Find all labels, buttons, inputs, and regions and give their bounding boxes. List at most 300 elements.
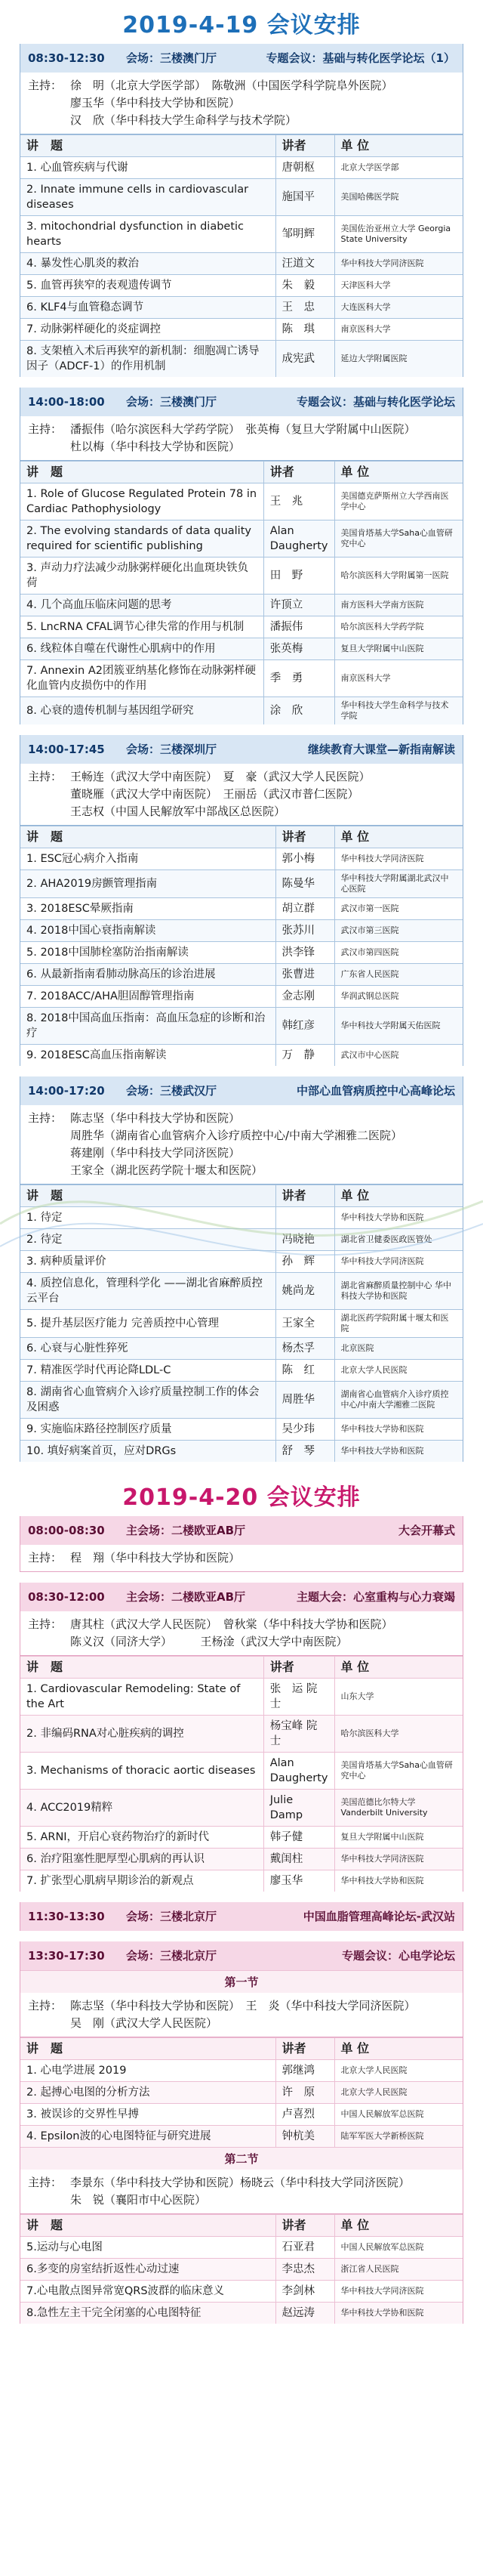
talk-unit: 大连医科大学 [334, 297, 463, 319]
talk-unit: 北京大学人民医院 [334, 2060, 463, 2082]
session-time: 08:30-12:30 [28, 51, 105, 65]
host-line: 王畅连（武汉大学中南医院） 夏 豪（武汉大学人民医院） [70, 770, 371, 783]
talk-unit: 天津医科大学 [334, 275, 463, 297]
hosts-label: 主持： [28, 79, 63, 92]
talk-unit: 复旦大学附属中山医院 [334, 638, 463, 660]
table-row [20, 1849, 463, 1870]
talk-speaker: 田 野 [263, 558, 334, 595]
host-line: 廖玉华（华中科技大学协和医院） [70, 96, 241, 110]
table-row [20, 2259, 463, 2281]
day2-title: 2019-4-20 会议安排 [122, 1484, 361, 1511]
table-row [20, 1870, 463, 1892]
talk-speaker: 舒 琴 [275, 1441, 334, 1463]
hosts-label: 主持： [28, 422, 63, 436]
session-hosts [20, 1545, 463, 1572]
table-header [20, 135, 463, 157]
talk-speaker: 钟杭美 [275, 2126, 334, 2148]
table-row [20, 595, 463, 616]
talk-speaker: 王 兆 [263, 483, 334, 520]
talk-unit: 华中科技大学同济医院 [334, 1849, 463, 1870]
talk-speaker: 涂 欣 [263, 697, 334, 725]
talk-unit: 华中科技大学同济医院 [334, 253, 463, 275]
host-line: 陈志坚（华中科技大学协和医院） [70, 1111, 241, 1125]
talk-title: 8. 支架植入术后再狭窄的新机制：细胞凋亡诱导因子（ADCF-1）的作用机制 [20, 341, 275, 378]
table-row [20, 275, 463, 297]
table-row [20, 253, 463, 275]
table-row [20, 920, 463, 942]
col-topic: 讲 题 [20, 2215, 275, 2237]
talk-title: 4. 质控信息化，管理科学化 ——湖北省麻醉质控云平台 [20, 1273, 275, 1310]
table-row [20, 1679, 463, 1716]
talk-table [20, 1185, 463, 1462]
table-row [20, 2237, 463, 2259]
talk-speaker: 陈曼华 [275, 870, 334, 898]
talk-speaker: 朱 毅 [275, 275, 334, 297]
col-unit: 单 位 [334, 462, 463, 483]
session-topic: 专题会议：基础与转化医学论坛 [296, 395, 455, 409]
table-row [20, 1441, 463, 1463]
talk-title: 8.急性左主干完全闭塞的心电图特征 [20, 2303, 275, 2324]
host-line: 李景东（华中科技大学协和医院）杨晓云（华中科技大学同济医院） [70, 2176, 411, 2189]
host-line: 吴 刚（武汉大学人民医院） [70, 2016, 218, 2030]
talk-unit: 北京大学人民医院 [334, 1360, 463, 1382]
session-venue: 主会场：二楼欧亚AB厅 [126, 1524, 246, 1537]
talk-title: 1. 待定 [20, 1207, 275, 1229]
host-line: 陈志坚（华中科技大学协和医院） 王 炎（华中科技大学同济医院） [70, 1999, 416, 2012]
col-unit: 单 位 [334, 135, 463, 157]
talk-title: 4. Epsilon波的心电图特征与研究进展 [20, 2126, 275, 2148]
table-row [20, 1008, 463, 1045]
col-unit: 单 位 [334, 826, 463, 848]
talk-speaker: 李剑林 [275, 2281, 334, 2303]
talk-speaker: 施国平 [275, 179, 334, 216]
session-hosts [20, 2170, 463, 2214]
table-header [20, 1657, 463, 1679]
talk-speaker [275, 1207, 334, 1229]
talk-speaker: 季 勇 [263, 660, 334, 697]
table-row [20, 697, 463, 725]
talk-speaker: 唐朝枢 [275, 157, 334, 179]
talk-unit: 美国佐治亚州立大学 Georgia State University [334, 216, 463, 253]
talk-title: 1. Cardiovascular Remodeling: State of the Art [20, 1679, 263, 1716]
talk-title: 6.多变的房室结折返性心动过速 [20, 2259, 275, 2281]
col-speaker: 讲者 [275, 826, 334, 848]
talk-title: 7. 精准医学时代再论降LDL-C [20, 1360, 275, 1382]
talk-unit: 湖南省心血管病介入诊疗质控中心/中南大学湘雅二医院 [334, 1382, 463, 1419]
table-row [20, 870, 463, 898]
forum-card [20, 1902, 463, 1931]
talk-speaker: 韩红彦 [275, 1008, 334, 1045]
talk-unit: 复旦大学附属中山医院 [334, 1827, 463, 1849]
session-venue: 主会场：二楼欧亚AB厅 [126, 1590, 246, 1604]
col-topic: 讲 题 [20, 462, 263, 483]
session-venue: 会场：三楼澳门厅 [126, 395, 217, 409]
talk-speaker: 万 静 [275, 1045, 334, 1067]
col-unit: 单 位 [334, 1657, 463, 1679]
talk-speaker: 廖玉华 [263, 1870, 334, 1892]
talk-unit: 湖北省卫健委医政医管处 [334, 1229, 463, 1251]
talk-title: 7. 扩张型心肌病早期诊治的新观点 [20, 1870, 263, 1892]
table-header [20, 462, 463, 483]
talk-speaker: 杨杰孚 [275, 1338, 334, 1360]
table-row [20, 848, 463, 870]
table-row [20, 1753, 463, 1790]
table-row [20, 1251, 463, 1273]
talk-unit: 美国肯塔基大学Saha心血管研究中心 [334, 1753, 463, 1790]
table-row [20, 1790, 463, 1827]
talk-unit: 武汉市第四医院 [334, 942, 463, 964]
talk-unit: 华中科技大学同济医院 [334, 1251, 463, 1273]
talk-title: 3. mitochondrial dysfunction in diabetic hearts [20, 216, 275, 253]
day1-title: 2019-4-19 会议安排 [122, 12, 361, 39]
table-row [20, 1338, 463, 1360]
session-header [20, 1902, 463, 1931]
col-topic: 讲 题 [20, 2038, 275, 2060]
session-card [20, 1941, 463, 2324]
table-row [20, 2104, 463, 2126]
col-topic: 讲 题 [20, 826, 275, 848]
talk-unit: 华中科技大学协和医院 [334, 1441, 463, 1463]
session-venue: 会场：三楼深圳厅 [126, 743, 217, 756]
talk-unit: 华中科技大学协和医院 [334, 1870, 463, 1892]
talk-title: 6. 线粒体自噬在代谢性心肌病中的作用 [20, 638, 263, 660]
table-header [20, 2215, 463, 2237]
col-speaker: 讲者 [275, 1185, 334, 1207]
talk-title: 3. 2018ESC晕厥指南 [20, 898, 275, 920]
talk-title: 2. 非编码RNA对心脏疾病的调控 [20, 1716, 263, 1753]
session-venue: 会场：三楼澳门厅 [126, 51, 217, 65]
talk-title: 4. 几个高血压临床问题的思考 [20, 595, 263, 616]
hosts-label: 主持： [28, 1999, 63, 2012]
col-topic: 讲 题 [20, 1185, 275, 1207]
talk-speaker: 周胜华 [275, 1382, 334, 1419]
session-topic: 中部心血管病质控中心高峰论坛 [296, 1084, 455, 1098]
table-row [20, 558, 463, 595]
host-line: 周胜华（湖南省心血管病介入诊疗质控中心/中南大学湘雅二医院） [70, 1129, 403, 1142]
col-unit: 单 位 [334, 2038, 463, 2060]
talk-unit: 华中科技大学附属湖北武汉中心医院 [334, 870, 463, 898]
talk-title: 9. 实施临床路径控制医疗质量 [20, 1419, 275, 1441]
talk-speaker: 孙 辉 [275, 1251, 334, 1273]
hosts-label: 主持： [28, 1617, 63, 1631]
talk-speaker: 郭小梅 [275, 848, 334, 870]
table-row [20, 2082, 463, 2104]
talk-speaker: 王 忠 [275, 297, 334, 319]
talk-speaker: 张曹进 [275, 964, 334, 986]
session-header [20, 44, 463, 73]
host-line: 杜以梅（华中科技大学协和医院） [70, 440, 241, 453]
table-row [20, 319, 463, 341]
host-line: 王志权（中国人民解放军中部战区总医院） [70, 805, 286, 818]
table-row [20, 1310, 463, 1338]
talk-speaker: 金志刚 [275, 986, 334, 1008]
talk-unit: 武汉市第一医院 [334, 898, 463, 920]
talk-unit: 广东省人民医院 [334, 964, 463, 986]
talk-unit: 北京医院 [334, 1338, 463, 1360]
session-venue: 会场：三楼武汉厅 [126, 1084, 217, 1098]
session-card [20, 1583, 463, 1892]
col-speaker: 讲者 [263, 1657, 334, 1679]
hosts-label: 主持： [28, 1111, 63, 1125]
talk-speaker: 杨宝峰 院士 [263, 1716, 334, 1753]
talk-title: 6. KLF4与血管稳态调节 [20, 297, 275, 319]
talk-title: 7. 动脉粥样硬化的炎症调控 [20, 319, 275, 341]
talk-table [20, 1656, 463, 1892]
session-hosts [20, 1611, 463, 1656]
host-line: 蒋建刚（华中科技大学同济医院） [70, 1146, 241, 1160]
talk-speaker: 王家全 [275, 1310, 334, 1338]
talk-title: 8. 湖南省心血管病介入诊疗质量控制工作的体会及困惑 [20, 1382, 275, 1419]
talk-title: 1. Role of Glucose Regulated Protein 78 in Cardiac Pathophysiology [20, 483, 263, 520]
talk-table [20, 134, 463, 377]
talk-title: 1. 心血管疾病与代谢 [20, 157, 275, 179]
talk-title: 3. Mechanisms of thoracic aortic diseases [20, 1753, 263, 1790]
talk-title: 2. The evolving standards of data quality required for scientific publishing [20, 520, 263, 558]
talk-speaker: 潘振伟 [263, 616, 334, 638]
talk-unit: 湖北医药学院附属十堰太和医院 [334, 1310, 463, 1338]
host-line: 潘振伟（哈尔滨医科大学药学院） 张英梅（复旦大学附属中山医院） [70, 422, 416, 436]
col-topic: 讲 题 [20, 1657, 263, 1679]
session-topic: 主题大会：心室重构与心力衰竭 [296, 1590, 455, 1604]
col-unit: 单 位 [334, 2215, 463, 2237]
session-topic: 继续教育大课堂—新指南解读 [307, 743, 455, 756]
col-speaker: 讲者 [275, 2215, 334, 2237]
talk-unit: 武汉市中心医院 [334, 1045, 463, 1067]
host-line: 陈义汉（同济大学） 王杨淦（武汉大学中南医院） [70, 1635, 348, 1648]
part-title: 第二节 [20, 2147, 463, 2170]
session-header [20, 735, 463, 764]
talk-unit: 华中科技大学生命科学与技术学院 [334, 697, 463, 725]
session-header [20, 1941, 463, 1970]
table-row [20, 1273, 463, 1310]
hosts-label: 主持： [28, 770, 63, 783]
talk-speaker: 冯晓艳 [275, 1229, 334, 1251]
talk-table [20, 2037, 463, 2147]
talk-speaker: 成宪武 [275, 341, 334, 378]
table-row [20, 1827, 463, 1849]
talk-title: 3. 声动力疗法减少动脉粥样硬化出血斑块铁负荷 [20, 558, 263, 595]
talk-speaker: Julie Damp [263, 1790, 334, 1827]
talk-unit: 南京医科大学 [334, 660, 463, 697]
session-hosts [20, 764, 463, 826]
talk-unit: 华中科技大学协和医院 [334, 1207, 463, 1229]
talk-speaker: 石亚君 [275, 2237, 334, 2259]
talk-title: 5.运动与心电图 [20, 2237, 275, 2259]
session-topic: 专题会议：心电学论坛 [341, 1949, 455, 1963]
talk-speaker: 张 运 院士 [263, 1679, 334, 1716]
host-line: 朱 锐（襄阳市中心医院） [70, 2193, 207, 2207]
session-time: 08:00-08:30 [28, 1524, 105, 1537]
table-row [20, 1419, 463, 1441]
talk-unit: 中国人民解放军总医院 [334, 2104, 463, 2126]
table-header [20, 826, 463, 848]
talk-unit: 山东大学 [334, 1679, 463, 1716]
session-topic: 中国血脂管理高峰论坛-武汉站 [303, 1910, 455, 1923]
table-row [20, 2281, 463, 2303]
talk-speaker: 张苏川 [275, 920, 334, 942]
talk-unit: 陆军军医大学新桥医院 [334, 2126, 463, 2148]
talk-unit: 延边大学附属医院 [334, 341, 463, 378]
talk-title: 3. 被误诊的交界性早搏 [20, 2104, 275, 2126]
table-row [20, 660, 463, 697]
hosts-label: 主持： [28, 2176, 63, 2189]
table-row [20, 483, 463, 520]
table-row [20, 216, 463, 253]
session-venue: 会场：三楼北京厅 [126, 1949, 217, 1963]
part-title: 第一节 [20, 1970, 463, 1993]
table-row [20, 638, 463, 660]
talk-speaker: 陈 红 [275, 1360, 334, 1382]
table-row [20, 986, 463, 1008]
session-header [20, 1583, 463, 1611]
col-speaker: 讲者 [275, 2038, 334, 2060]
session-hosts [20, 73, 463, 134]
table-row [20, 964, 463, 986]
table-header [20, 1185, 463, 1207]
hosts-label: 主持： [28, 1551, 63, 1564]
talk-unit: 美国范德比尔特大学 Vanderbilt University [334, 1790, 463, 1827]
talk-unit: 南方医科大学南方医院 [334, 595, 463, 616]
talk-unit: 华中科技大学同济医院 [334, 2281, 463, 2303]
table-row [20, 2126, 463, 2148]
table-row [20, 1045, 463, 1067]
table-header [20, 2038, 463, 2060]
table-row [20, 1360, 463, 1382]
host-line: 汉 欣（华中科技大学生命科学与技术学院） [70, 113, 297, 127]
talk-title: 3. 病种质量评价 [20, 1251, 275, 1273]
talk-title: 10. 填好病案首页，应对DRGs [20, 1441, 275, 1463]
talk-title: 2. 待定 [20, 1229, 275, 1251]
session-time: 08:30-12:00 [28, 1590, 105, 1604]
talk-speaker: 卢喜烈 [275, 2104, 334, 2126]
talk-unit: 中国人民解放军总医院 [334, 2237, 463, 2259]
talk-table [20, 826, 463, 1066]
table-row [20, 616, 463, 638]
host-line: 董晓雁（武汉大学中南医院） 王丽岳（武汉市普仁医院） [70, 787, 359, 801]
session-venue: 会场：三楼北京厅 [126, 1910, 217, 1923]
session-time: 14:00-18:00 [28, 395, 105, 409]
talk-speaker: 赵远涛 [275, 2303, 334, 2324]
talk-unit: 华润武钢总医院 [334, 986, 463, 1008]
talk-title: 4. 2018中国心衰指南解读 [20, 920, 275, 942]
talk-title: 2. 起搏心电图的分析方法 [20, 2082, 275, 2104]
talk-title: 7. 2018ACC/AHA胆固醇管理指南 [20, 986, 275, 1008]
talk-title: 5. 血管再狭窄的表观遗传调节 [20, 275, 275, 297]
talk-unit: 哈尔滨医科大学 [334, 1716, 463, 1753]
session-header [20, 1076, 463, 1105]
talk-unit: 北京大学人民医院 [334, 2082, 463, 2104]
talk-unit: 浙江省人民医院 [334, 2259, 463, 2281]
talk-title: 7. Annexin A2团簇亚纳基化修饰在动脉粥样硬化血管内皮损伤中的作用 [20, 660, 263, 697]
col-topic: 讲 题 [20, 135, 275, 157]
host-line: 王家全（湖北医药学院十堰太和医院） [70, 1163, 263, 1177]
talk-unit: 美国肯塔基大学Saha心血管研究中心 [334, 520, 463, 558]
col-unit: 单 位 [334, 1185, 463, 1207]
talk-speaker: 陈 琪 [275, 319, 334, 341]
talk-title: 4. 暴发性心肌炎的救治 [20, 253, 275, 275]
talk-title: 9. 2018ESC高血压指南解读 [20, 1045, 275, 1067]
table-row [20, 157, 463, 179]
talk-title: 5. 2018中国肺栓塞防治指南解读 [20, 942, 275, 964]
talk-unit: 华中科技大学协和医院 [334, 2303, 463, 2324]
talk-speaker: Alan Daugherty [263, 1753, 334, 1790]
host-line: 唐其柱（武汉大学人民医院） 曾秋棠（华中科技大学协和医院） [70, 1617, 393, 1631]
talk-title: 4. ACC2019精粹 [20, 1790, 263, 1827]
talk-title: 5. LncRNA CFAL调节心律失常的作用与机制 [20, 616, 263, 638]
table-row [20, 1229, 463, 1251]
session-header [20, 1516, 463, 1545]
talk-unit: 美国哈佛医学院 [334, 179, 463, 216]
talk-title: 2. Innate immune cells in cardiovascular diseases [20, 179, 275, 216]
talk-speaker: 李忠杰 [275, 2259, 334, 2281]
table-row [20, 2303, 463, 2324]
session-time: 13:30-17:30 [28, 1949, 105, 1963]
session-hosts [20, 416, 463, 461]
table-row [20, 1207, 463, 1229]
session-hosts [20, 1105, 463, 1185]
talk-table [20, 461, 463, 724]
talk-unit: 南京医科大学 [334, 319, 463, 341]
talk-unit: 华中科技大学协和医院 [334, 1419, 463, 1441]
host-line: 徐 明（北京大学医学部） 陈敬洲（中国医学科学院阜外医院） [70, 79, 393, 92]
session-hosts [20, 1993, 463, 2037]
table-row [20, 179, 463, 216]
session-card [20, 44, 463, 377]
col-speaker: 讲者 [263, 462, 334, 483]
talk-speaker: 汪道文 [275, 253, 334, 275]
talk-title: 5. 提升基层医疗能力 完善质控中心管理 [20, 1310, 275, 1338]
talk-speaker: 邹明辉 [275, 216, 334, 253]
talk-speaker: 韩子健 [263, 1827, 334, 1849]
talk-speaker: 姚尚龙 [275, 1273, 334, 1310]
talk-title: 5. ARNI，开启心衰药物治疗的新时代 [20, 1827, 263, 1849]
talk-title: 6. 心衰与心脏性猝死 [20, 1338, 275, 1360]
talk-speaker: 胡立群 [275, 898, 334, 920]
talk-speaker: 吴少玮 [275, 1419, 334, 1441]
talk-title: 1. 心电学进展 2019 [20, 2060, 275, 2082]
talk-title: 6. 治疗阻塞性肥厚型心肌病的再认识 [20, 1849, 263, 1870]
col-speaker: 讲者 [275, 135, 334, 157]
session-card [20, 1076, 463, 1462]
talk-title: 8. 心衰的遗传机制与基因组学研究 [20, 697, 263, 725]
session-time: 14:00-17:45 [28, 743, 105, 756]
session-header [20, 388, 463, 416]
talk-title: 6. 从最新指南看肺动脉高压的诊治进展 [20, 964, 275, 986]
talk-title: 2. AHA2019房颤管理指南 [20, 870, 275, 898]
talk-unit: 美国德克萨斯州立大学西南医学中心 [334, 483, 463, 520]
opening-card [20, 1516, 463, 1572]
session-topic: 大会开幕式 [398, 1524, 455, 1537]
table-row [20, 297, 463, 319]
talk-unit: 武汉市第三医院 [334, 920, 463, 942]
talk-unit: 华中科技大学附属天佑医院 [334, 1008, 463, 1045]
session-time: 11:30-13:30 [28, 1910, 105, 1923]
session-topic: 专题会议：基础与转化医学论坛（1） [266, 51, 455, 65]
talk-unit: 湖北省麻醉质量控制中心 华中科技大学协和医院 [334, 1273, 463, 1310]
talk-speaker: 许 原 [275, 2082, 334, 2104]
table-row [20, 942, 463, 964]
table-row [20, 520, 463, 558]
session-time: 14:00-17:20 [28, 1084, 105, 1098]
table-row [20, 2060, 463, 2082]
session-card [20, 735, 463, 1066]
host-line: 程 翔（华中科技大学协和医院） [70, 1551, 241, 1564]
talk-speaker: 郭继鸿 [275, 2060, 334, 2082]
talk-speaker: Alan Daugherty [263, 520, 334, 558]
talk-title: 7.心电散点图异常宽QRS波群的临床意义 [20, 2281, 275, 2303]
table-row [20, 1716, 463, 1753]
table-row [20, 1382, 463, 1419]
